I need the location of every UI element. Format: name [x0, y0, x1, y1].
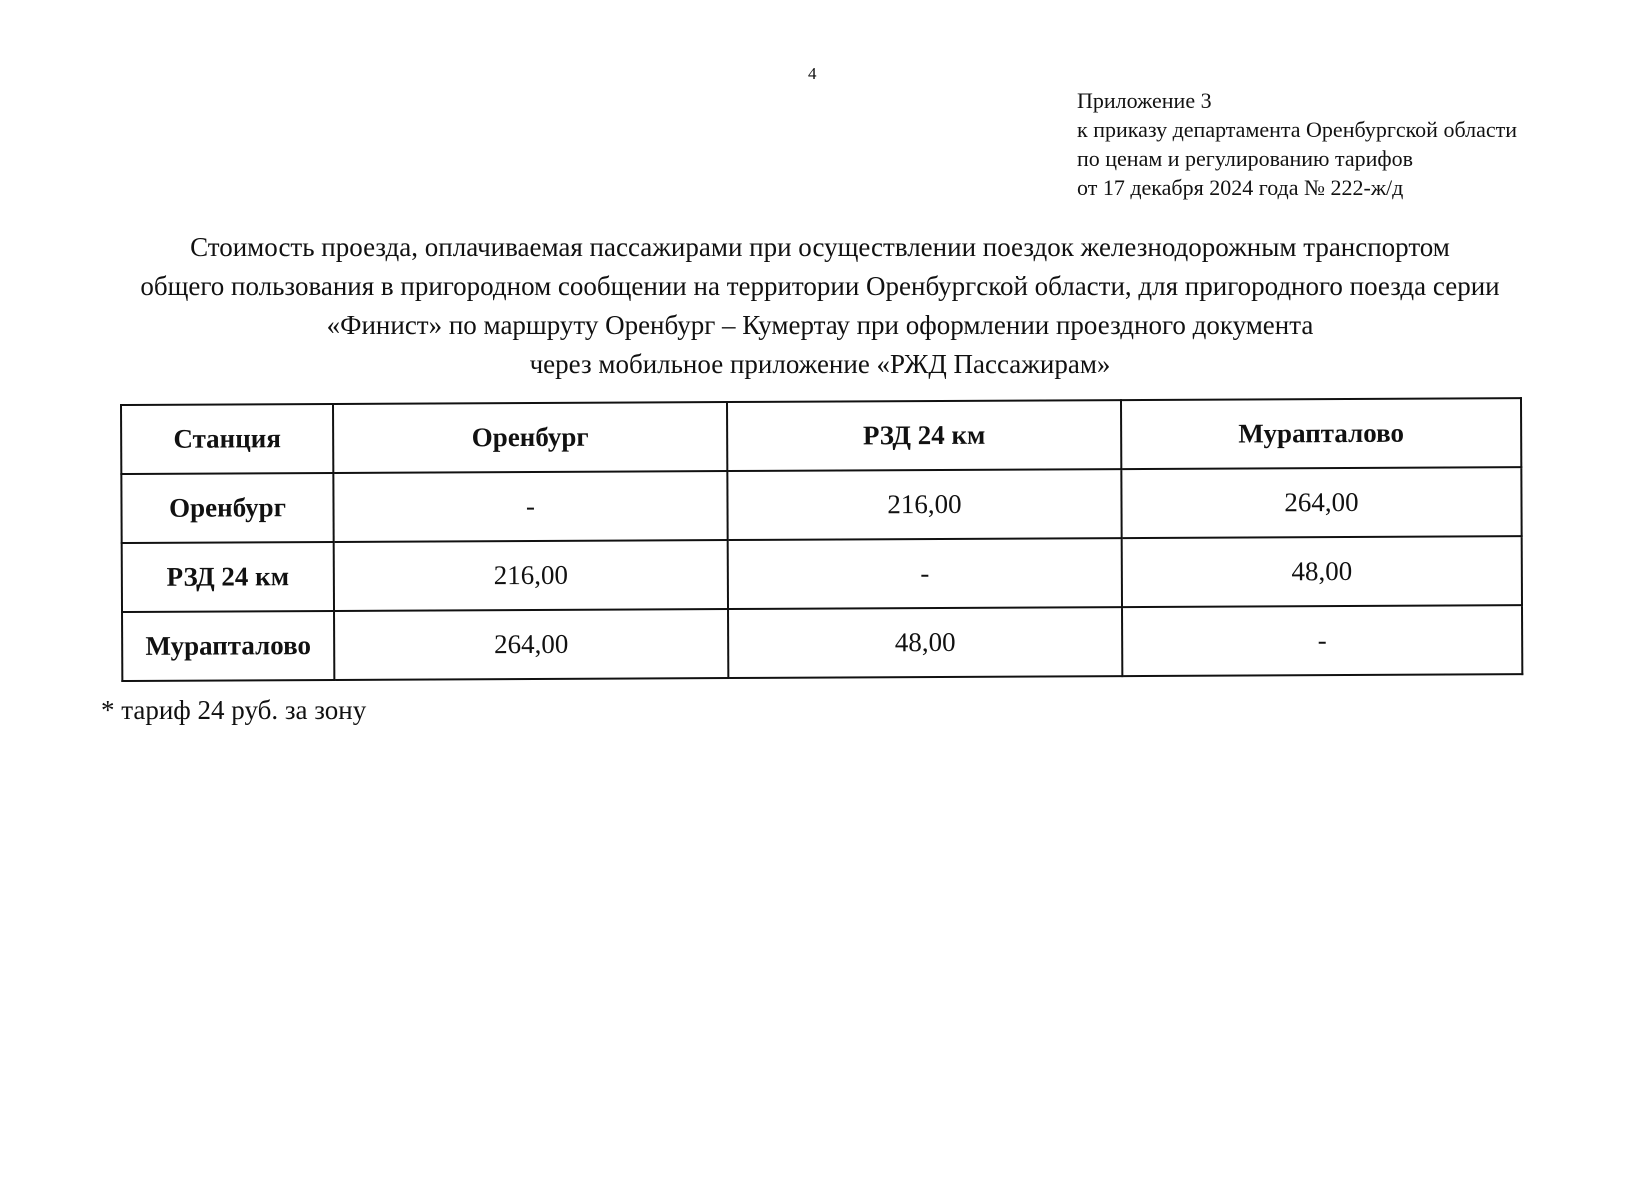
title-line: Стоимость проезда, оплачиваемая пассажирами при осуществлении поездок железнодорожным транспортом [190, 232, 1450, 262]
document-title [60, 228, 1580, 384]
header-station: Станция [121, 404, 333, 474]
appendix-line: Приложение 3 [1077, 88, 1212, 113]
appendix-line: к приказу департамента Оренбургской области [1077, 117, 1517, 142]
fare-cell: 48,00 [1122, 536, 1522, 607]
header-orenburg: Оренбург [333, 402, 727, 473]
table-header-row [121, 398, 1521, 474]
table-row [122, 605, 1522, 681]
fare-cell: 264,00 [1121, 467, 1521, 538]
appendix-line: по ценам и регулированию тарифов [1077, 146, 1414, 171]
table-row [121, 467, 1521, 543]
row-station-label: РЗД 24 км [122, 542, 334, 612]
appendix-block [1077, 86, 1517, 202]
header-rzd-24-km: РЗД 24 км [727, 400, 1121, 471]
title-line: «Финист» по маршруту Оренбург – Кумертау при оформлении проездного документа [326, 310, 1314, 340]
title-line: через мобильное приложение «РЖД Пассажирам» [529, 349, 1111, 379]
appendix-line: от 17 декабря 2024 года № 222-ж/д [1077, 175, 1404, 200]
fare-cell: 216,00 [727, 469, 1121, 540]
fare-table [120, 397, 1523, 682]
fare-cell: 264,00 [334, 609, 728, 680]
header-muraptalovo: Мурапталово [1121, 398, 1521, 469]
table-row [122, 536, 1522, 612]
footnote: * тариф 24 руб. за зону [101, 695, 367, 725]
fare-cell: - [333, 471, 727, 542]
fare-cell: - [728, 538, 1122, 609]
row-station-label: Оренбург [121, 473, 333, 543]
page-number: 4 [808, 64, 817, 83]
fare-cell: 48,00 [728, 607, 1122, 678]
title-line: общего пользования в пригородном сообщении на территории Оренбургской области, для пригородного поезда серии [140, 271, 1500, 301]
fare-cell: 216,00 [334, 540, 728, 611]
fare-cell: - [1122, 605, 1522, 676]
row-station-label: Мурапталово [122, 611, 334, 681]
